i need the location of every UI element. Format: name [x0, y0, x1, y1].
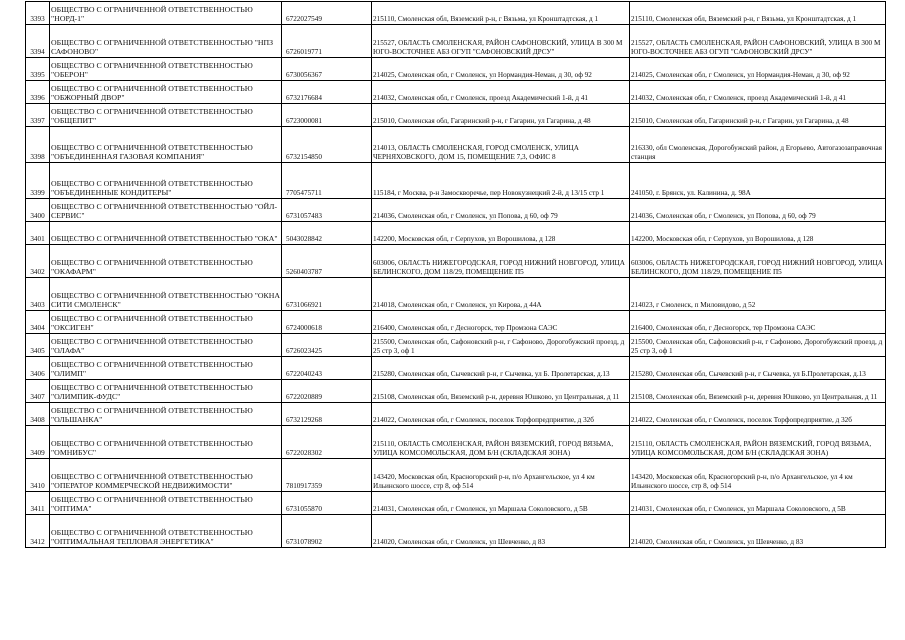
actual-address: 216330, обл Смоленская, Дорогобужский район, д Егорьево, Автогазозаправочная станция: [630, 127, 886, 163]
legal-address: 214036, Смоленская обл, г Смоленск, ул Попова, д 60, оф 79: [372, 199, 630, 222]
row-number: 3403: [26, 278, 50, 311]
row-number: 3402: [26, 245, 50, 278]
row-number: 3394: [26, 25, 50, 58]
organization-name: ОБЩЕСТВО С ОГРАНИЧЕННОЙ ОТВЕТСТВЕННОСТЬЮ "НПЗ САФОНОВО": [50, 25, 282, 58]
row-number: 3406: [26, 357, 50, 380]
organization-name: ОБЩЕСТВО С ОГРАНИЧЕННОЙ ОТВЕТСТВЕННОСТЬЮ "ОКСИГЕН": [50, 311, 282, 334]
actual-address: 214025, Смоленская обл, г Смоленск, ул Нормандия-Неман, д 30, оф 92: [630, 58, 886, 81]
inn-code: 6732154850: [282, 127, 372, 163]
inn-code: 6730056367: [282, 58, 372, 81]
legal-address: 215110, ОБЛАСТЬ СМОЛЕНСКАЯ, РАЙОН ВЯЗЕМСКИЙ, ГОРОД ВЯЗЬМА, УЛИЦА КОМСОМОЛЬСКАЯ, ДОМ Б/Н (СКЛАДСКАЯ ЗОНА): [372, 426, 630, 459]
legal-address: 215527, ОБЛАСТЬ СМОЛЕНСКАЯ, РАЙОН САФОНОВСКИЙ, УЛИЦА В 300 М ЮГО-ВОСТОЧНЕЕ АБЗ ОГУП "САФОНОВСКИЙ ДРСУ": [372, 25, 630, 58]
row-number: 3405: [26, 334, 50, 357]
row-number: 3409: [26, 426, 50, 459]
table-row: [26, 278, 886, 311]
actual-address: 215527, ОБЛАСТЬ СМОЛЕНСКАЯ, РАЙОН САФОНОВСКИЙ, УЛИЦА В 300 М ЮГО-ВОСТОЧНЕЕ АБЗ ОГУП "САФОНОВСКИЙ ДРСУ": [630, 25, 886, 58]
row-number: 3410: [26, 459, 50, 492]
organization-name: ОБЩЕСТВО С ОГРАНИЧЕННОЙ ОТВЕТСТВЕННОСТЬЮ "ОКА": [50, 222, 282, 245]
organization-name: ОБЩЕСТВО С ОГРАНИЧЕННОЙ ОТВЕТСТВЕННОСТЬЮ "ОМНИБУС": [50, 426, 282, 459]
legal-address: 603006, ОБЛАСТЬ НИЖЕГОРОДСКАЯ, ГОРОД НИЖНИЙ НОВГОРОД, УЛИЦА БЕЛИНСКОГО, ДОМ 118/29, ПОМЕЩЕНИЕ П5: [372, 245, 630, 278]
table-row: [26, 245, 886, 278]
actual-address: 214031, Смоленская обл, г Смоленск, ул Маршала Соколовского, д 5В: [630, 492, 886, 515]
table-row: [26, 311, 886, 334]
inn-code: 6722027549: [282, 2, 372, 25]
legal-address: 214025, Смоленская обл, г Смоленск, ул Нормандия-Неман, д 30, оф 92: [372, 58, 630, 81]
actual-address: 241050, г. Брянск, ул. Калинина, д. 98А: [630, 163, 886, 199]
table-row: [26, 25, 886, 58]
registry-table: [25, 1, 886, 548]
organization-name: ОБЩЕСТВО С ОГРАНИЧЕННОЙ ОТВЕТСТВЕННОСТЬЮ "ОПТИМАЛЬНАЯ ТЕПЛОВАЯ ЭНЕРГЕТИКА": [50, 515, 282, 548]
row-number: 3401: [26, 222, 50, 245]
row-number: 3407: [26, 380, 50, 403]
actual-address: 215110, ОБЛАСТЬ СМОЛЕНСКАЯ, РАЙОН ВЯЗЕМСКИЙ, ГОРОД ВЯЗЬМА, УЛИЦА КОМСОМОЛЬСКАЯ, ДОМ Б/Н (СКЛАДСКАЯ ЗОНА): [630, 426, 886, 459]
actual-address: 214032, Смоленская обл, г Смоленск, проезд Академический 1-й, д 41: [630, 81, 886, 104]
row-number: 3400: [26, 199, 50, 222]
table-row: [26, 81, 886, 104]
actual-address: 214036, Смоленская обл, г Смоленск, ул Попова, д 60, оф 79: [630, 199, 886, 222]
table-row: [26, 492, 886, 515]
legal-address: 214022, Смоленская обл, г Смоленск, поселок Торфопредприятие, д 32б: [372, 403, 630, 426]
actual-address: 215280, Смоленская обл, Сычевский р-н, г Сычевка, ул Б.Пролетарская, д.13: [630, 357, 886, 380]
row-number: 3393: [26, 2, 50, 25]
legal-address: 214020, Смоленская обл, г Смоленск, ул Шевченко, д 83: [372, 515, 630, 548]
actual-address: 215010, Смоленская обл, Гагаринский р-н, г Гагарин, ул Гагарина, д 48: [630, 104, 886, 127]
row-number: 3412: [26, 515, 50, 548]
organization-name: ОБЩЕСТВО С ОГРАНИЧЕННОЙ ОТВЕТСТВЕННОСТЬЮ "ОБЪЕДИНЕННАЯ ГАЗОВАЯ КОМПАНИЯ": [50, 127, 282, 163]
legal-address: 215010, Смоленская обл, Гагаринский р-н, г Гагарин, ул Гагарина, д 48: [372, 104, 630, 127]
inn-code: 6731066921: [282, 278, 372, 311]
actual-address: 142200, Московская обл, г Серпухов, ул Ворошилова, д 128: [630, 222, 886, 245]
inn-code: 6722020889: [282, 380, 372, 403]
row-number: 3397: [26, 104, 50, 127]
table-row: [26, 104, 886, 127]
table-row: [26, 334, 886, 357]
registry-sheet: [25, 1, 885, 548]
legal-address: 216400, Смоленская обл, г Десногорск, тер Промзона САЭС: [372, 311, 630, 334]
inn-code: 6732129268: [282, 403, 372, 426]
table-row: [26, 58, 886, 81]
actual-address: 215110, Смоленская обл, Вяземский р-н, г Вязьма, ул Кронштадтская, д 1: [630, 2, 886, 25]
inn-code: 5043028842: [282, 222, 372, 245]
table-row: [26, 2, 886, 25]
table-row: [26, 459, 886, 492]
row-number: 3408: [26, 403, 50, 426]
inn-code: 6732176684: [282, 81, 372, 104]
organization-name: ОБЩЕСТВО С ОГРАНИЧЕННОЙ ОТВЕТСТВЕННОСТЬЮ "ОБЕРОН": [50, 58, 282, 81]
legal-address: 143420, Московская обл, Красногорский р-н, п/о Архангельское, ул 4 км Ильинского шоссе, стр 8, оф 514: [372, 459, 630, 492]
actual-address: 214023, г Смоленск, п Миловидово, д 52: [630, 278, 886, 311]
actual-address: 214020, Смоленская обл, г Смоленск, ул Шевченко, д 83: [630, 515, 886, 548]
organization-name: ОБЩЕСТВО С ОГРАНИЧЕННОЙ ОТВЕТСТВЕННОСТЬЮ "ОЛИМП": [50, 357, 282, 380]
actual-address: 603006, ОБЛАСТЬ НИЖЕГОРОДСКАЯ, ГОРОД НИЖНИЙ НОВГОРОД, УЛИЦА БЕЛИНСКОГО, ДОМ 118/29, ПОМЕЩЕНИЕ П5: [630, 245, 886, 278]
legal-address: 214013, ОБЛАСТЬ СМОЛЕНСКАЯ, ГОРОД СМОЛЕНСК, УЛИЦА ЧЕРНЯХОВСКОГО, ДОМ 15, ПОМЕЩЕНИЕ 7,3, ОФИС 8: [372, 127, 630, 163]
actual-address: 215500, Смоленская обл, Сафоновский р-н, г Сафоново, Дорогобужский проезд, д 25 стр 3, оф 1: [630, 334, 886, 357]
row-number: 3411: [26, 492, 50, 515]
legal-address: 115184, г Москва, р-н Замоскворечье, пер Новокузнецкий 2-й, д 13/15 стр 1: [372, 163, 630, 199]
organization-name: ОБЩЕСТВО С ОГРАНИЧЕННОЙ ОТВЕТСТВЕННОСТЬЮ "ОЙЛ-СЕРВИС": [50, 199, 282, 222]
organization-name: ОБЩЕСТВО С ОГРАНИЧЕННОЙ ОТВЕТСТВЕННОСТЬЮ "ОБЪЕДИНЕННЫЕ КОНДИТЕРЫ": [50, 163, 282, 199]
table-row: [26, 163, 886, 199]
row-number: 3398: [26, 127, 50, 163]
legal-address: 214032, Смоленская обл, г Смоленск, проезд Академический 1-й, д 41: [372, 81, 630, 104]
inn-code: 6731055870: [282, 492, 372, 515]
organization-name: ОБЩЕСТВО С ОГРАНИЧЕННОЙ ОТВЕТСТВЕННОСТЬЮ "ОКАФАРМ": [50, 245, 282, 278]
organization-name: ОБЩЕСТВО С ОГРАНИЧЕННОЙ ОТВЕТСТВЕННОСТЬЮ "ОЛАФА": [50, 334, 282, 357]
inn-code: 6723000081: [282, 104, 372, 127]
inn-code: 6731078902: [282, 515, 372, 548]
table-row: [26, 127, 886, 163]
organization-name: ОБЩЕСТВО С ОГРАНИЧЕННОЙ ОТВЕТСТВЕННОСТЬЮ "ОБЖОРНЫЙ ДВОР": [50, 81, 282, 104]
organization-name: ОБЩЕСТВО С ОГРАНИЧЕННОЙ ОТВЕТСТВЕННОСТЬЮ "НОРД-1": [50, 2, 282, 25]
organization-name: ОБЩЕСТВО С ОГРАНИЧЕННОЙ ОТВЕТСТВЕННОСТЬЮ "ОЛИМПИК-ФУДС": [50, 380, 282, 403]
row-number: 3399: [26, 163, 50, 199]
table-row: [26, 357, 886, 380]
inn-code: 6731057483: [282, 199, 372, 222]
organization-name: ОБЩЕСТВО С ОГРАНИЧЕННОЙ ОТВЕТСТВЕННОСТЬЮ "ОПЕРАТОР КОММЕРЧЕСКОЙ НЕДВИЖИМОСТИ": [50, 459, 282, 492]
table-row: [26, 515, 886, 548]
organization-name: ОБЩЕСТВО С ОГРАНИЧЕННОЙ ОТВЕТСТВЕННОСТЬЮ "ОКНА СИТИ СМОЛЕНСК": [50, 278, 282, 311]
legal-address: 142200, Московская обл, г Серпухов, ул Ворошилова, д 128: [372, 222, 630, 245]
actual-address: 143420, Московская обл, Красногорский р-н, п/о Архангельское, ул 4 км Ильинского шоссе, стр 8, оф 514: [630, 459, 886, 492]
legal-address: 215500, Смоленская обл, Сафоновский р-н, г Сафоново, Дорогобужский проезд, д 25 стр 3, оф 1: [372, 334, 630, 357]
row-number: 3396: [26, 81, 50, 104]
table-row: [26, 199, 886, 222]
table-row: [26, 380, 886, 403]
legal-address: 214018, Смоленская обл, г Смоленск, ул Кирова, д 44А: [372, 278, 630, 311]
inn-code: 5260403787: [282, 245, 372, 278]
inn-code: 6726019771: [282, 25, 372, 58]
inn-code: 6726023425: [282, 334, 372, 357]
organization-name: ОБЩЕСТВО С ОГРАНИЧЕННОЙ ОТВЕТСТВЕННОСТЬЮ "ОПТИМА": [50, 492, 282, 515]
legal-address: 214031, Смоленская обл, г Смоленск, ул Маршала Соколовского, д 5В: [372, 492, 630, 515]
organization-name: ОБЩЕСТВО С ОГРАНИЧЕННОЙ ОТВЕТСТВЕННОСТЬЮ "ОБЩЕПИТ": [50, 104, 282, 127]
inn-code: 6722028302: [282, 426, 372, 459]
registry-rows: [26, 2, 886, 548]
inn-code: 6724000618: [282, 311, 372, 334]
table-row: [26, 403, 886, 426]
legal-address: 215280, Смоленская обл, Сычевский р-н, г Сычевка, ул Б. Пролетарская, д.13: [372, 357, 630, 380]
row-number: 3395: [26, 58, 50, 81]
inn-code: 7705475711: [282, 163, 372, 199]
organization-name: ОБЩЕСТВО С ОГРАНИЧЕННОЙ ОТВЕТСТВЕННОСТЬЮ "ОЛЬШАНКА": [50, 403, 282, 426]
actual-address: 214022, Смоленская обл, г Смоленск, поселок Торфопредприятие, д 32б: [630, 403, 886, 426]
table-row: [26, 222, 886, 245]
row-number: 3404: [26, 311, 50, 334]
inn-code: 6722040243: [282, 357, 372, 380]
actual-address: 215108, Смоленская обл, Вяземский р-н, деревня Юшково, ул Центральная, д 11: [630, 380, 886, 403]
actual-address: 216400, Смоленская обл, г Десногорск, тер Промзона САЭС: [630, 311, 886, 334]
legal-address: 215110, Смоленская обл, Вяземский р-н, г Вязьма, ул Кронштадтская, д 1: [372, 2, 630, 25]
legal-address: 215108, Смоленская обл, Вяземский р-н, деревня Юшково, ул Центральная, д 11: [372, 380, 630, 403]
inn-code: 7810917359: [282, 459, 372, 492]
table-row: [26, 426, 886, 459]
